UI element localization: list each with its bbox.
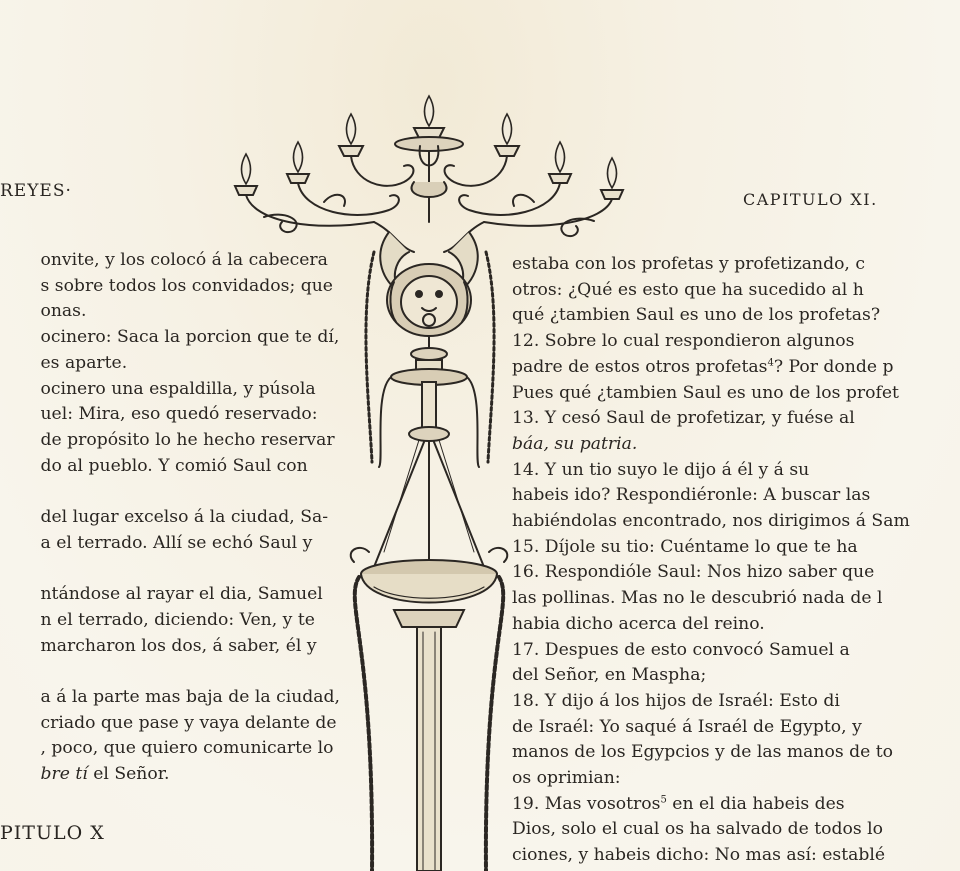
- text-line: uel: Mira, eso quedó reservado:: [40, 404, 318, 425]
- text-line: es aparte.: [40, 352, 128, 373]
- text-line: manos de los Egypcios y de las manos de to: [512, 742, 894, 763]
- text-line: de Israél: Yo saqué á Israél de Egypto, y: [512, 716, 862, 737]
- oil-bowl: [351, 548, 508, 627]
- running-header-right: CAPITULO XI.: [743, 190, 878, 209]
- text-line: del Señor, en Maspha;: [512, 665, 707, 686]
- text-line: os oprimian:: [512, 768, 621, 789]
- text-line: do al pueblo. Y comió Saul con: [40, 455, 308, 476]
- footnote-marker: 4: [767, 357, 774, 369]
- text-line: ciones, y habeis dicho: No mas así: establé: [512, 845, 886, 866]
- text-line: ocinero: Saca la porcion que te dí,: [40, 327, 340, 348]
- text-line: estaba con los profetas y profetizando, c: [512, 254, 865, 274]
- text-line: otros: ¿Qué es esto que ha sucedido al h: [512, 279, 864, 300]
- verse-16: 16. Respondióle Saul: Nos hizo saber que: [512, 562, 875, 583]
- text-line: onvite, y los colocó á la cabecera: [40, 250, 328, 270]
- text-line: Dios, solo el cual os ha salvado de todos lo: [512, 819, 883, 840]
- text-fragment: el Señor.: [87, 764, 170, 785]
- verse-15: 15. Díjole su tio: Cuéntame lo que te ha: [512, 536, 858, 557]
- text-line: las pollinas. Mas no le descubrió nada de l: [512, 588, 883, 609]
- text-fragment: en el dia habeis des: [666, 793, 845, 814]
- text-line: báa, su patria.: [512, 433, 638, 454]
- text-line: criado que pase y vaya delante de: [40, 712, 337, 733]
- text-line: de propósito lo he hecho reservar: [40, 429, 335, 450]
- verse-12: 12. Sobre lo cual respondieron algunos: [512, 331, 855, 352]
- text-line: s sobre todos los convidados; que: [40, 275, 333, 296]
- verse-13: 13. Y cesó Saul de profetizar, y fuése al: [512, 408, 855, 429]
- text-fragment: 19. Mas vosotros: [512, 793, 661, 814]
- text-fragment: ? Por donde p: [773, 356, 894, 377]
- text-line: habia dicho acerca del reino.: [512, 613, 765, 634]
- text-line: onas.: [40, 301, 87, 322]
- text-line: marcharon los dos, á saber, él y: [40, 635, 317, 656]
- footnote-marker: 5: [660, 794, 667, 806]
- verse-18: 18. Y dijo á los hijos de Israél: Esto di: [512, 690, 840, 711]
- text-line: a á la parte mas baja de la ciudad,: [40, 686, 340, 707]
- chapter-title: PITULO X: [0, 822, 105, 844]
- italic-text: bre tí: [40, 764, 88, 785]
- text-line: del lugar excelso á la ciudad, Sa-: [40, 507, 329, 528]
- verse-14: 14. Y un tio suyo le dijo á él y á su: [512, 459, 810, 480]
- text-fragment: padre de estos otros profetas: [512, 356, 768, 377]
- running-header-left: REYES·: [0, 181, 72, 201]
- text-line: a el terrado. Allí se echó Saul y: [40, 532, 313, 553]
- text-line: ntándose al rayar el dia, Samuel: [40, 584, 323, 605]
- text-line: qué ¿tambien Saul es uno de los profetas?: [512, 305, 881, 326]
- text-line: n el terrado, diciendo: Ven, y te: [40, 609, 315, 630]
- text-line: Pues qué ¿tambien Saul es uno de los profet: [512, 382, 899, 403]
- text-line: habiéndolas encontrado, nos dirigimos á Sam: [512, 511, 910, 532]
- verse-17: 17. Despues de esto convocó Samuel a: [512, 639, 850, 660]
- text-line: ocinero una espaldilla, y púsola: [40, 378, 316, 399]
- lion-head-ornament: [387, 264, 471, 336]
- text-line: , poco, que quiero comunicarte lo: [40, 738, 334, 759]
- text-line: habeis ido? Respondiéronle: A buscar las: [512, 485, 871, 506]
- candelabrum-illustration: [224, 82, 634, 871]
